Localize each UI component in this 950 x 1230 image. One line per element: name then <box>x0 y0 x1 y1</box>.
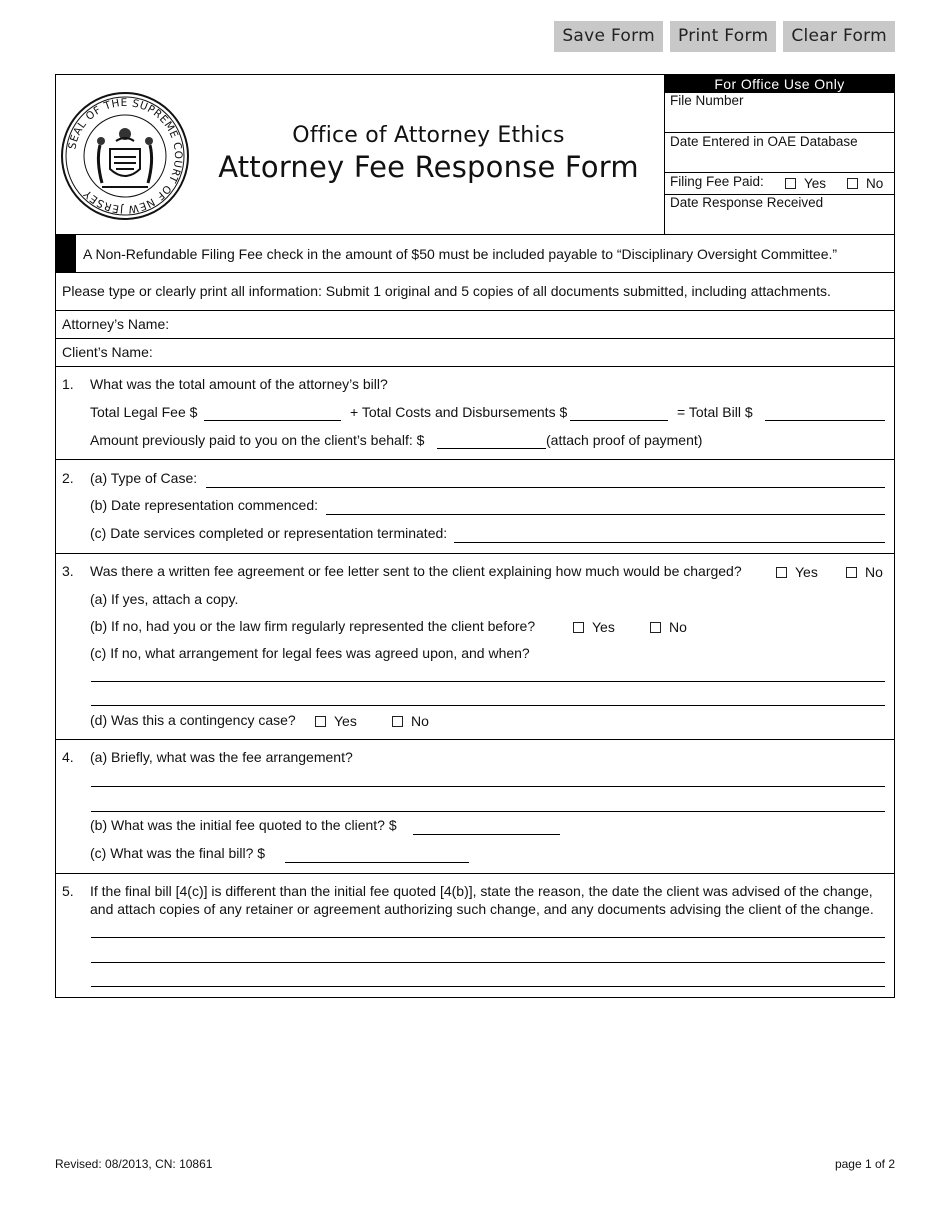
revision-note: Revised: 08/2013, CN: 10861 <box>55 1157 213 1171</box>
question-2 <box>56 460 894 554</box>
instructions-row <box>56 273 894 311</box>
q3c-answer-line-2[interactable] <box>91 705 885 706</box>
client-name-field[interactable] <box>56 339 894 367</box>
q4c-final-bill-input[interactable] <box>285 862 469 863</box>
date-entered-label: Date Entered in OAE Database <box>670 134 858 149</box>
q1-legal-fee-input[interactable] <box>204 420 341 421</box>
filing-fee-yes[interactable]: Yes <box>785 176 826 191</box>
form-toolbar <box>554 21 895 52</box>
filing-fee-notice <box>56 235 894 273</box>
q3c-label: (c) If no, what arrangement for legal fees was agreed upon, and when? <box>90 645 530 661</box>
form-title: Attorney Fee Response Form <box>218 150 639 184</box>
q3d-no-option[interactable]: No <box>392 713 429 729</box>
title-block <box>196 123 661 184</box>
page-number: page 1 of 2 <box>834 1157 895 1171</box>
clear-form-button[interactable]: Clear Form <box>783 21 895 52</box>
office-use-title: For Office Use Only <box>665 75 894 93</box>
print-form-button[interactable]: Print Form <box>670 21 776 52</box>
attorney-name-field[interactable] <box>56 311 894 339</box>
q3a-label: (a) If yes, attach a copy. <box>90 591 239 607</box>
form-header <box>56 75 894 235</box>
q4b-initial-fee-input[interactable] <box>413 834 560 835</box>
checkbox-icon <box>847 178 858 189</box>
q5-text-line-1: If the final bill [4(c)] is different than the initial fee quoted [4(b)], state the reason, the date the client was advised of the change, <box>90 883 873 899</box>
question-3 <box>56 554 894 740</box>
q4b-label: (b) What was the initial fee quoted to the client? $ <box>90 817 397 833</box>
q4a-label: (a) Briefly, what was the fee arrangement? <box>90 749 353 765</box>
q3d-yes-option[interactable]: Yes <box>315 713 357 729</box>
q3-no-option[interactable]: No <box>846 564 883 580</box>
checkbox-icon <box>776 567 787 578</box>
attorney-name-label: Attorney’s Name: <box>62 316 170 332</box>
q3b-label: (b) If no, had you or the law firm regularly represented the client before? <box>90 618 536 634</box>
q1-prev-paid-input[interactable] <box>437 448 546 449</box>
date-entered-field[interactable] <box>665 133 895 173</box>
filing-fee-row <box>665 173 895 195</box>
question-number: 3. <box>62 563 74 579</box>
question-number: 4. <box>62 749 74 765</box>
q5-answer-line-2[interactable] <box>91 962 885 963</box>
office-use-box <box>664 75 894 235</box>
file-number-field[interactable] <box>665 93 895 133</box>
question-number: 5. <box>62 883 74 899</box>
office-name: Office of Attorney Ethics <box>292 123 565 148</box>
q5-answer-line-3[interactable] <box>91 986 885 987</box>
q1-total-label: = Total Bill $ <box>677 404 753 420</box>
q5-text-line-2: and attach copies of any retainer or agreement authorizing such change, and any documents advising the client of the change. <box>90 901 874 917</box>
checkbox-icon <box>846 567 857 578</box>
save-form-button[interactable]: Save Form <box>554 21 663 52</box>
q3c-answer-line-1[interactable] <box>91 681 885 682</box>
question-1 <box>56 367 894 460</box>
q1-question: What was the total amount of the attorney’s bill? <box>90 376 388 392</box>
q2a-type-of-case-input[interactable] <box>206 487 885 488</box>
q1-legal-fee-label: Total Legal Fee $ <box>90 404 198 420</box>
q1-costs-label: + Total Costs and Disbursements $ <box>350 404 568 420</box>
q2a-label: (a) Type of Case: <box>90 470 198 486</box>
q3b-no-option[interactable]: No <box>650 619 687 635</box>
checkbox-icon <box>392 716 403 727</box>
q1-total-input[interactable] <box>765 420 885 421</box>
question-number: 2. <box>62 470 74 486</box>
fee-response-form <box>55 74 895 998</box>
q3-yes-option[interactable]: Yes <box>776 564 818 580</box>
q2b-date-commenced-input[interactable] <box>326 514 885 515</box>
date-received-field[interactable] <box>665 195 895 235</box>
instructions-text: Please type or clearly print all information: Submit 1 original and 5 copies of all documents submitted, including attachments. <box>62 283 831 299</box>
checkbox-icon <box>650 622 661 633</box>
client-name-label: Client’s Name: <box>62 344 153 360</box>
checkbox-icon <box>315 716 326 727</box>
q4a-answer-line-1[interactable] <box>91 786 885 787</box>
notice-text: A Non-Refundable Filing Fee check in the amount of $50 must be included payable to “Disciplinary Oversight Committee.” <box>83 246 838 262</box>
checkbox-icon <box>785 178 796 189</box>
q3-question: Was there a written fee agreement or fee letter sent to the client explaining how much would be charged? <box>90 563 742 579</box>
q1-prev-paid-label: Amount previously paid to you on the client’s behalf: $ <box>90 432 425 448</box>
q2c-label: (c) Date services completed or representation terminated: <box>90 525 448 541</box>
q4a-answer-line-2[interactable] <box>91 811 885 812</box>
date-received-label: Date Response Received <box>670 195 824 210</box>
q4c-label: (c) What was the final bill? $ <box>90 845 266 861</box>
filing-fee-label: Filing Fee Paid: <box>670 174 764 189</box>
filing-fee-no[interactable]: No <box>847 176 883 191</box>
q1-proof-note: (attach proof of payment) <box>546 432 703 448</box>
file-number-label: File Number <box>670 93 744 108</box>
question-number: 1. <box>62 376 74 392</box>
supreme-court-seal-icon <box>60 91 190 221</box>
q3b-yes-option[interactable]: Yes <box>573 619 615 635</box>
q2c-date-completed-input[interactable] <box>454 542 885 543</box>
q1-costs-input[interactable] <box>570 420 668 421</box>
svg-text:SEAL OF THE SUPREME COURT OF N: SEAL OF THE SUPREME COURT OF NEW JERSEY <box>66 96 185 216</box>
q3d-label: (d) Was this a contingency case? <box>90 712 296 728</box>
q5-answer-line-1[interactable] <box>91 937 885 938</box>
checkbox-icon <box>573 622 584 633</box>
question-4 <box>56 740 894 874</box>
q2b-label: (b) Date representation commenced: <box>90 497 318 513</box>
notice-bar <box>56 235 76 272</box>
question-5 <box>56 874 894 998</box>
